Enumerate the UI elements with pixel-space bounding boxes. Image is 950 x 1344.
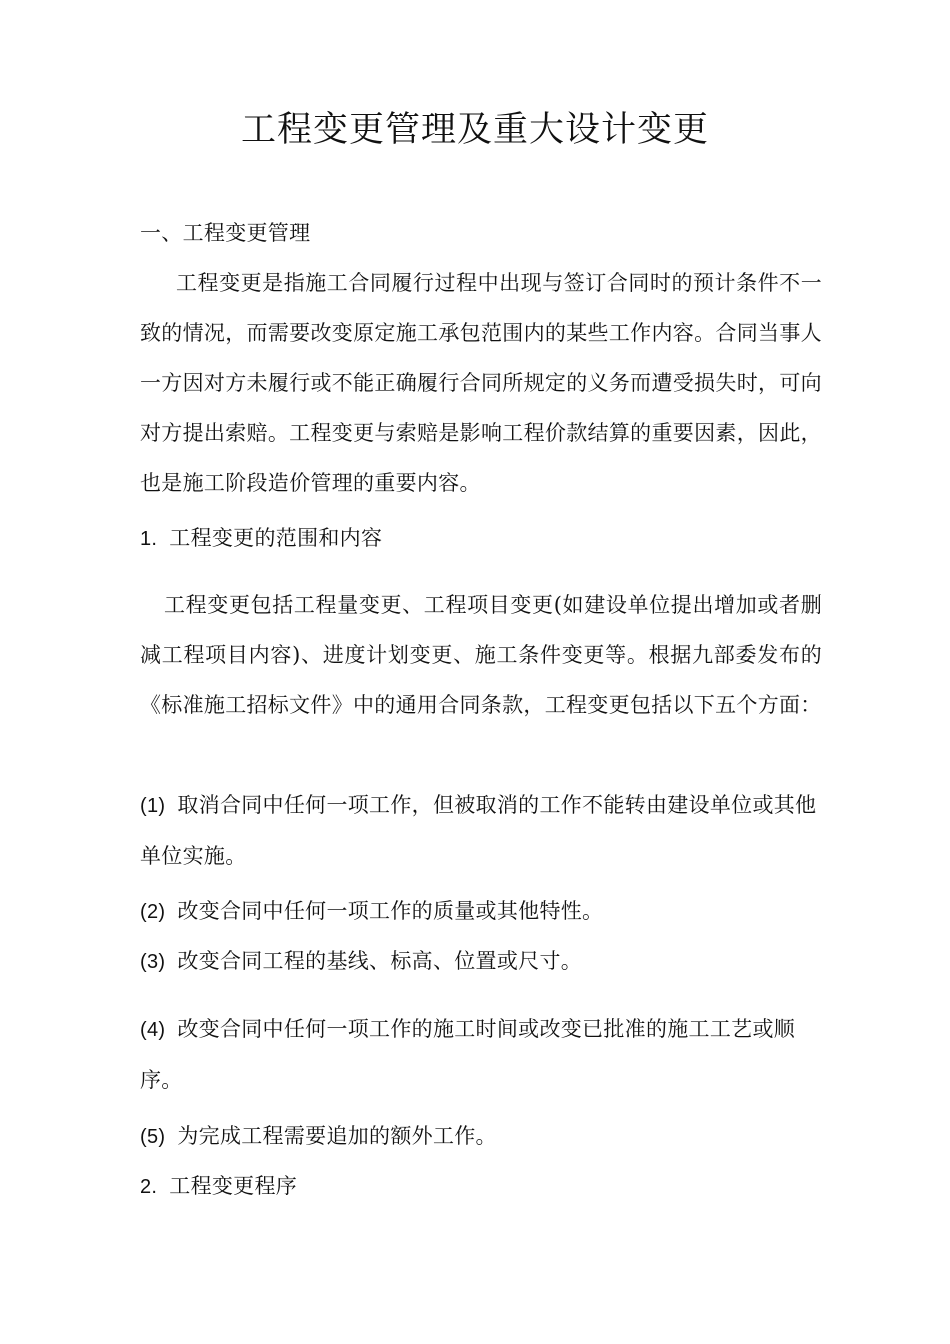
list-item (140, 1004, 822, 1105)
list-item-text: 改变合同中任何一项工作的质量或其他特性。 (177, 899, 604, 923)
subheading (140, 513, 822, 564)
subheading-text: 工程变更程序 (169, 1174, 298, 1198)
list-item-number: (5) (140, 1126, 166, 1148)
list-item-text: 改变合同工程的基线、标高、位置或尺寸。 (177, 949, 583, 973)
list-item (140, 936, 822, 987)
subheading (140, 1161, 822, 1212)
subheading-number: 1. (140, 528, 158, 550)
list-item-number: (2) (140, 901, 166, 923)
list-item (140, 1111, 822, 1162)
list-item-number: (1) (140, 795, 166, 817)
list-item-number: (4) (140, 1019, 166, 1041)
list-item (140, 886, 822, 937)
body-paragraph: 工程变更是指施工合同履行过程中出现与签订合同时的预计条件不一致的情况，而需要改变原定施工承包范围内的某些工作内容。合同当事人一方因对方未履行或不能正确履行合同所规定的义务而遭受损失时，可向对方提出索赔。工程变更与索赔是影响工程价款结算的重要因素，因此，也是施工阶段造价管理的重要内容。 (140, 271, 822, 495)
list-item-text: 改变合同中任何一项工作的施工时间或改变已批准的施工工艺或顺序。 (140, 1017, 796, 1092)
section-heading: 一、工程变更管理 (140, 221, 311, 245)
list-item-text: 取消合同中任何一项工作，但被取消的工作不能转由建设单位或其他单位实施。 (140, 793, 817, 868)
body-paragraph: 工程变更包括工程量变更、工程项目变更(如建设单位提出增加或者删减工程项目内容)、进度计划变更、施工条件变更等。根据九部委发布的《标准施工招标文件》中的通用合同条款，工程变更包括以下五个方面： (140, 593, 822, 717)
subheading-text: 工程变更的范围和内容 (169, 526, 383, 550)
list-item (140, 780, 822, 881)
list-item-text: 为完成工程需要追加的额外工作。 (177, 1124, 497, 1148)
document-title: 工程变更管理及重大设计变更 (240, 110, 709, 150)
list-item-number: (3) (140, 951, 166, 973)
subheading-number: 2. (140, 1176, 158, 1198)
